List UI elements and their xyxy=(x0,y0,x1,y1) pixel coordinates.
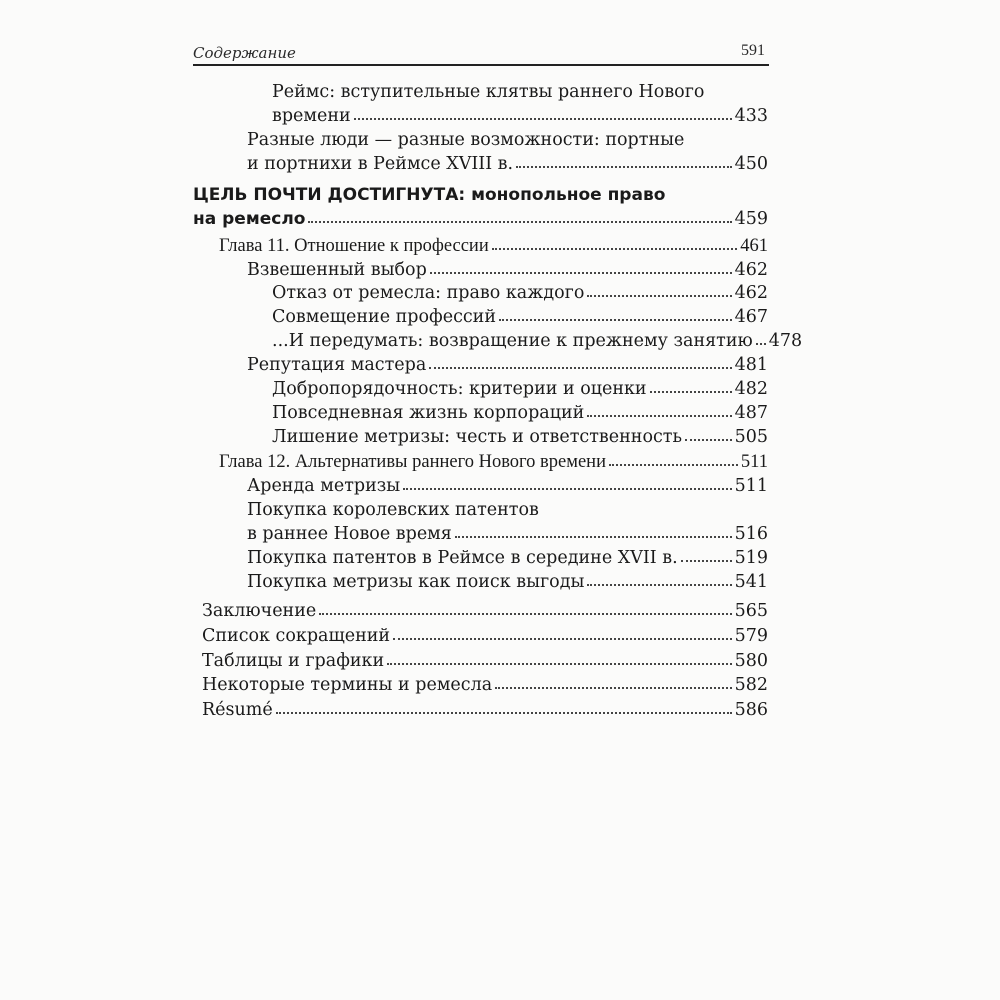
toc-entry-title: Глава 11. Отношение к профессии xyxy=(219,236,489,256)
dot-leader xyxy=(354,118,732,120)
toc-entry-title: Покупка королевских патентов xyxy=(247,500,539,520)
toc-page-number: 511 xyxy=(734,476,768,496)
dot-leader xyxy=(308,221,731,223)
toc-page-number: 516 xyxy=(734,524,768,544)
toc-entry xyxy=(202,673,768,697)
dot-leader xyxy=(319,613,731,615)
toc-entry xyxy=(247,570,768,594)
toc-entry-title: Репутация мастера xyxy=(247,355,427,375)
dot-leader xyxy=(587,295,731,297)
toc-entry-title: Повседневная жизнь корпораций xyxy=(272,403,585,423)
toc-entry xyxy=(247,258,768,282)
toc-entry-title: и портнихи в Реймсе XVIII в. xyxy=(247,154,514,174)
toc-entry xyxy=(272,305,768,329)
dot-leader xyxy=(681,560,732,562)
dot-leader xyxy=(276,712,732,714)
toc-page-number: 450 xyxy=(734,154,768,174)
toc-page-number: 487 xyxy=(734,403,768,423)
toc-page-number: 462 xyxy=(734,283,768,303)
dot-leader xyxy=(455,536,732,538)
toc-entry-title: Некоторые термины и ремесла xyxy=(202,675,493,695)
dot-leader xyxy=(756,343,766,345)
toc-entry xyxy=(193,183,768,231)
toc-entry-title: Разные люди — разные возможности: портные xyxy=(247,130,685,150)
toc-entry-title: Список сокращений xyxy=(202,626,391,646)
toc-entry xyxy=(272,281,768,305)
toc-page-number: 582 xyxy=(734,675,768,695)
running-title: Содержание xyxy=(193,44,296,62)
toc-entry-title: Таблицы и графики xyxy=(202,651,385,671)
toc-entry xyxy=(272,80,768,128)
toc-page-number: 467 xyxy=(734,307,768,327)
dot-leader xyxy=(387,663,731,665)
toc-entry-title: в раннее Новое время xyxy=(247,524,452,544)
toc-entry-title: на ремесло xyxy=(193,209,306,229)
dot-leader xyxy=(685,439,732,441)
toc-entry xyxy=(272,329,803,353)
toc-entry-title: Покупка патентов в Реймсе в середине XVII в. xyxy=(247,548,678,568)
toc-entry-title: Заключение xyxy=(202,601,317,621)
toc-page-number: 511 xyxy=(740,452,768,472)
toc-entry-title: Аренда метризы xyxy=(247,476,401,496)
toc-entry xyxy=(272,377,768,401)
toc-page-number: 461 xyxy=(740,236,768,256)
toc-page-number: 433 xyxy=(734,106,768,126)
toc-page-number: 586 xyxy=(734,700,768,720)
dot-leader xyxy=(516,166,732,168)
toc-entry xyxy=(219,234,768,258)
dot-leader xyxy=(609,464,738,466)
toc-entry xyxy=(247,353,768,377)
dot-leader xyxy=(430,272,732,274)
toc-entry-title: Взвешенный выбор xyxy=(247,260,427,280)
toc-entry-title: Покупка метризы как поиск выгоды xyxy=(247,572,585,592)
toc-entry xyxy=(272,425,768,449)
toc-page-number: 478 xyxy=(768,331,803,351)
dot-leader xyxy=(495,687,731,689)
dot-leader xyxy=(403,488,731,490)
toc-entry xyxy=(247,128,768,176)
toc-entry-title: Совмещение профессий xyxy=(272,307,497,327)
toc-entry-title: Résumé xyxy=(202,700,273,720)
toc-entry xyxy=(219,450,768,474)
toc-page-number: 505 xyxy=(734,427,768,447)
toc-page-number: 565 xyxy=(734,601,768,621)
toc-page-number: 482 xyxy=(734,379,768,399)
toc-entry-title: Отказ от ремесла: право каждого xyxy=(272,283,585,303)
toc-entry xyxy=(202,599,768,623)
toc-page-number: 462 xyxy=(734,260,768,280)
toc-entry xyxy=(272,401,768,425)
toc-page-number: 580 xyxy=(734,651,768,671)
toc-page-number: 579 xyxy=(734,626,768,646)
toc-entry xyxy=(247,474,768,498)
dot-leader xyxy=(393,638,732,640)
toc-page-number: 459 xyxy=(734,209,768,229)
toc-entry xyxy=(202,624,768,648)
toc-entry-title: Добропорядочность: критерии и оценки xyxy=(272,379,647,399)
toc-entry-title: времени xyxy=(272,106,351,126)
dot-leader xyxy=(650,391,732,393)
page-number: 591 xyxy=(741,42,765,59)
toc-entry xyxy=(202,649,768,673)
toc-entry-title: Глава 12. Альтернативы раннего Нового времени xyxy=(219,452,606,472)
toc-entry-title: Реймс: вступительные клятвы раннего Нового xyxy=(272,82,705,102)
dot-leader xyxy=(587,584,731,586)
dot-leader xyxy=(492,248,738,250)
toc-page-number: 481 xyxy=(734,355,768,375)
toc-entry-title: ...И передумать: возвращение к прежнему занятию xyxy=(272,331,753,351)
toc-page-number: 541 xyxy=(734,572,768,592)
toc-entry-title: Лишение метризы: честь и ответственность xyxy=(272,427,682,447)
toc-entry xyxy=(202,698,768,722)
dot-leader xyxy=(587,415,731,417)
toc-page-number: 519 xyxy=(734,548,768,568)
toc-entry xyxy=(247,498,768,546)
dot-leader xyxy=(429,367,731,369)
toc-entry xyxy=(247,546,768,570)
toc-entry-title: ЦЕЛЬ ПОЧТИ ДОСТИГНУТА: монопольное право xyxy=(193,185,666,205)
dot-leader xyxy=(499,319,732,321)
